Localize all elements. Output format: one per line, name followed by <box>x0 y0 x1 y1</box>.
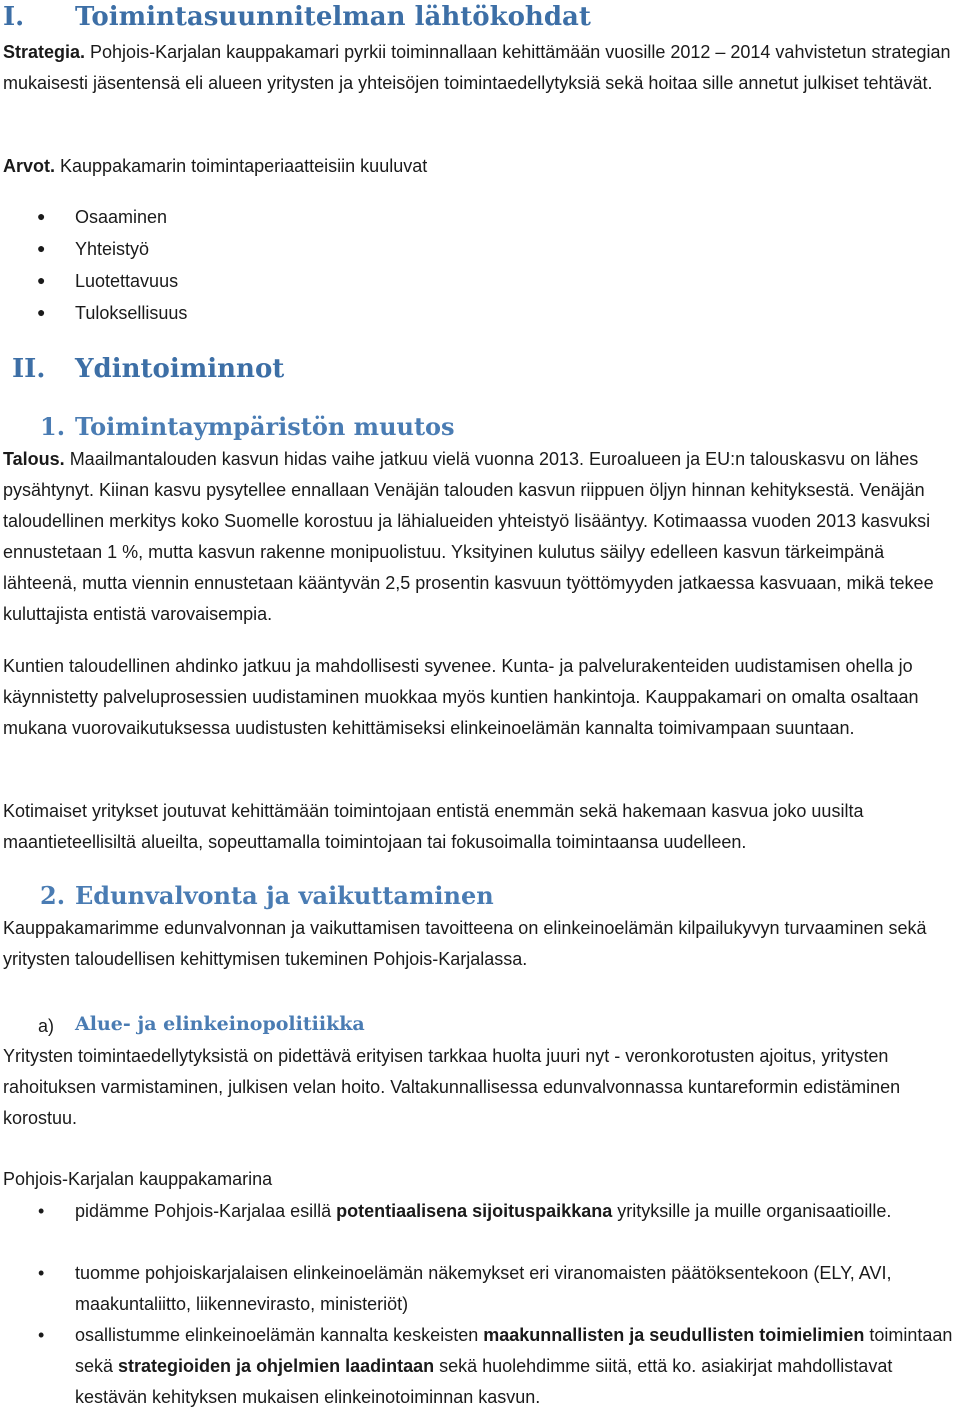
subsection-1-title: Toimintaympäristön muutos <box>75 412 455 441</box>
action-bullet-2-text: tuomme pohjoiskarjalaisen elinkeinoelämän näkemykset eri viranomaisten päätöksentekoon (ELY, AVI, maakuntaliitto, liikennevirasto, ministeriöt) <box>75 1263 892 1314</box>
section-1-numeral: I. <box>3 2 25 32</box>
values-item-4: Tuloksellisuus <box>75 303 188 323</box>
action-bullet-1-text: pidämme Pohjois-Karjalaa esillä <box>75 1201 337 1221</box>
action-bullet-1-bold: potentiaalisena sijoituspaikkana <box>336 1201 613 1221</box>
strategy-paragraph <box>3 37 958 99</box>
section-2-title: Ydintoiminnot <box>75 354 285 384</box>
advocacy-intro-paragraph: Kauppakamarimme edunvalvonnan ja vaikuttamisen tavoitteena on elinkeinoelämän kilpailukyvyn turvaaminen sekä yritysten taloudellisen kehittymisen tukeminen Pohjois-Karjalassa. <box>3 918 927 969</box>
bullet-dot-icon: ● <box>37 304 46 320</box>
action-bullet-1 <box>75 1196 945 1227</box>
strategy-label: Strategia. <box>3 42 86 62</box>
subsection-a-letter: a) <box>38 1016 55 1036</box>
section-2-numeral: II. <box>12 354 46 384</box>
action-bullet-3-bold-1: maakunnallisten ja seudullisten toimielimien <box>483 1325 865 1345</box>
regional-policy-paragraph: Yritysten toimintaedellytyksistä on pidettävä erityisen tarkkaa huolta juuri nyt - veronkorotusten ajoitus, yritysten rahoituksen varmistaminen, julkisen velan hoito. Valtakunnallisessa edunvalvonnassa kuntareformin edistäminen korostuu. <box>3 1046 901 1128</box>
bullet-icon: • <box>38 1201 45 1221</box>
municipalities-paragraph: Kuntien taloudellinen ahdinko jatkuu ja mahdollisesti syvenee. Kunta- ja palvelurakenteiden uudistamisen ohella jo käynnistetty palveluprosessien uudistaminen muokkaa myös kuntien hankintoja. Kauppakamari on omalta osaltaan mukana vuorovaikutuksessa uudistusten kehittämiseksi elinkeinoelämän kannalta toimivampaan suuntaan. <box>3 656 919 738</box>
section-1-title: Toimintasuunnitelman lähtökohdat <box>75 2 591 32</box>
strategy-text: Pohjois-Karjalan kauppakamari pyrkii toiminnallaan kehittämään vuosille 2012 – 2014 vahvistetun strategian mukaisesti jäsentensä eli alueen yritysten ja yhteisöjen toimintaedellytyksiä sekä hoitaa sille annetut julkiset tehtävät. <box>3 42 951 93</box>
companies-paragraph: Kotimaiset yritykset joutuvat kehittämään toimintojaan entistä enemmän sekä hakemaan kasvua joko uusilta maantieteellisiltä alueilta, sopeuttamalla toimintojaan tai fokusoimalla toimintaansa uudelleen. <box>3 801 864 852</box>
economy-text: Maailmantalouden kasvun hidas vaihe jatkuu vielä vuonna 2013. Euroalueen ja EU:n talouskasvu on lähes pysähtynyt. Kiinan kasvu pysytellee ennallaan Venäjän talouden kasvun riippuen öljyn hinnan kehityksestä. Venäjän taloudellinen merkitys koko Suomelle korostuu ja lähialueiden yhteistyö lisääntyy. Kotimaassa vuoden 2013 kasvuksi ennustetaan 1 %, mutta kasvun rakenne monipuolistuu. Yksityinen kulutus säilyy edelleen kasvun tärkeimpänä lähteenä, mutta viennin ennustetaan kääntyvän 2,5 prosentin kasvuun työttömyyden jatkaessa kasvuaan, mikä tekee kuluttajista entistä varovaisempia. <box>3 449 934 624</box>
values-paragraph <box>3 151 958 182</box>
action-bullet-3-rest: sekä huolehdimme siitä, että ko. asiakirjat mahdollistavat kestävän kehityksen mukaisen elinkeinotoiminnan kasvun. <box>75 1356 893 1407</box>
bullet-dot-icon: ● <box>37 208 46 224</box>
bullet-dot-icon: ● <box>37 240 46 256</box>
bullet-dot-icon: ● <box>37 272 46 288</box>
bullet-icon: • <box>38 1325 45 1345</box>
chamber-label: Pohjois-Karjalan kauppakamarina <box>3 1169 273 1189</box>
subsection-2-number: 2. <box>40 881 66 910</box>
values-item-3: Luotettavuus <box>75 271 179 291</box>
action-bullet-3-text-2: toimintaan sekä <box>75 1325 953 1376</box>
economy-label: Talous. <box>3 449 65 469</box>
action-bullet-1-rest: yrityksille ja muille organisaatioille. <box>612 1201 892 1221</box>
action-bullet-3 <box>75 1320 959 1413</box>
values-label: Arvot. <box>3 156 56 176</box>
action-bullet-2 <box>75 1258 959 1320</box>
action-bullet-3-text: osallistumme elinkeinoelämän kannalta keskeisten <box>75 1325 484 1345</box>
action-bullet-3-bold-2: strategioiden ja ohjelmien laadintaan <box>118 1356 435 1376</box>
bullet-icon: • <box>38 1263 45 1283</box>
subsection-1-number: 1. <box>40 412 66 441</box>
subsection-2-title: Edunvalvonta ja vaikuttaminen <box>75 881 494 910</box>
subsection-a-title: Alue- ja elinkeinopolitiikka <box>75 1013 365 1035</box>
economy-paragraph <box>3 444 958 630</box>
values-item-2: Yhteistyö <box>75 239 150 259</box>
values-item-1: Osaaminen <box>75 207 168 227</box>
section-1-heading <box>3 2 24 32</box>
values-text: Kauppakamarin toimintaperiaatteisiin kuuluvat <box>55 156 428 176</box>
